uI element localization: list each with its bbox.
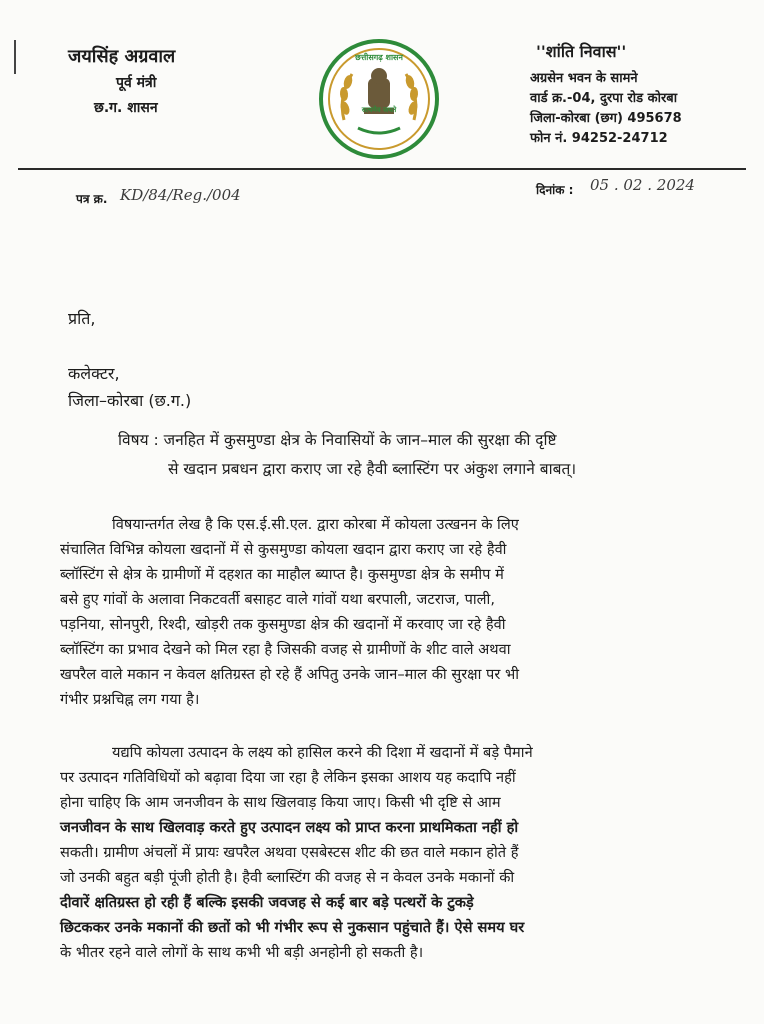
subject-line-2: से खदान प्रबधन द्वारा कराए जा रहे हैवी ब्लास्टिंग पर अंकुश लगाने बाबत्। bbox=[168, 460, 577, 478]
paragraph-1-line: संचालित विभिन्न कोयला खदानों में से कुसमुण्डा कोयला खदान द्वारा कराए जा रहे हैवी bbox=[60, 541, 507, 558]
residence-name: ''शांति निवास'' bbox=[536, 42, 627, 61]
letter-number-label: पत्र क्र. bbox=[76, 192, 108, 206]
header-divider bbox=[18, 168, 746, 170]
letter-number-value: KD/84/Reg./004 bbox=[120, 186, 241, 204]
paragraph-1 bbox=[60, 512, 710, 712]
paragraph-1-line: ब्लॉस्टिंग का प्रभाव देखने को मिल रहा है जिसकी वजह से ग्रामीणों के शीट वाले अथवा bbox=[60, 641, 511, 658]
paragraph-2-line: दीवारें क्षतिग्रस्त हो रही हैं बल्कि इसकी जवजह से कई बार बड़े पत्थरों के टुकड़े bbox=[60, 894, 474, 911]
address-line-3: जिला-कोरबा (छग) 495678 bbox=[530, 111, 682, 126]
paragraph-1-line: खपरैल वाले मकान न केवल क्षतिग्रस्त हो रहे हैं अपितु उनके जान–माल की सुरक्षा पर भी bbox=[60, 666, 519, 683]
sender-name: जयसिंह अग्रवाल bbox=[68, 46, 176, 67]
date-label: दिनांक : bbox=[536, 183, 574, 197]
emblem-top-text: छत्तीसगढ़ शासन bbox=[355, 53, 403, 62]
sender-government: छ.ग. शासन bbox=[94, 100, 158, 116]
paragraph-2-line: होना चाहिए कि आम जनजीवन के साथ खिलवाड़ किया जाए। किसी भी दृष्टि से आम bbox=[60, 794, 501, 811]
emblem-bottom-text: सत्यमेव जयते bbox=[361, 106, 397, 114]
address-line-1: अग्रसेन भवन के सामने bbox=[530, 71, 638, 86]
page-edge-mark bbox=[14, 40, 16, 74]
recipient-salutation: प्रति, bbox=[68, 309, 96, 328]
subject-line-1: विषय : जनहित में कुसमुण्डा क्षेत्र के निवासियों के जान–माल की सुरक्षा की दृष्टि bbox=[118, 431, 557, 449]
recipient-line-2: जिला–कोरबा (छ.ग.) bbox=[68, 391, 192, 410]
paragraph-1-line: विषयान्तर्गत लेख है कि एस.ई.सी.एल. द्वारा कोरबा में कोयला उत्खनन के लिए bbox=[112, 516, 519, 533]
paragraph-2-line: पर उत्पादन गतिविधियों को बढ़ावा दिया जा रहा है लेकिन इसका आशय यह कदापि नहीं bbox=[60, 769, 516, 786]
paragraph-1-line: ब्लॉस्टिंग से क्षेत्र के ग्रामीणों में दहशत का माहौल ब्याप्त है। कुसमुण्डा क्षेत्र के समीप में bbox=[60, 566, 504, 583]
paragraph-2 bbox=[60, 740, 710, 965]
sender-title: पूर्व मंत्री bbox=[116, 75, 157, 91]
paragraph-2-line: सकती। ग्रामीण अंचलों में प्रायः खपरैल अथवा एसबेस्टस शीट की छत वाले मकान होते हैं bbox=[60, 844, 519, 861]
phone-number: फोन नं. 94252-24712 bbox=[530, 131, 668, 146]
paragraph-2-line: के भीतर रहने वाले लोगों के साथ कभी भी बड़ी अनहोनी हो सकती है। bbox=[60, 944, 424, 961]
paragraph-1-line: पड़निया, सोनपुरी, रिश्दी, खोड़री तक कुसमुण्डा क्षेत्र की खदानों में करवाए जा रहे हैवी bbox=[60, 616, 506, 633]
paragraph-2-line: यद्यपि कोयला उत्पादन के लक्ष्य को हासिल करने की दिशा में खदानों में बड़े पैमाने bbox=[112, 744, 533, 761]
date-value: 05 . 02 . 2024 bbox=[590, 176, 695, 194]
paragraph-2-line: जो उनकी बहुत बड़ी पूंजी होती है। हैवी ब्लास्टिंग की वजह से न केवल उनके मकानों की bbox=[60, 869, 515, 886]
paragraph-1-line: बसे हुए गांवों के अलावा निकटवर्ती बसाहट वाले गांवों यथा बरपाली, जटराज, पाली, bbox=[60, 591, 495, 608]
address-line-2: वार्ड क्र.-04, दुरपा रोड कोरबा bbox=[530, 91, 678, 106]
paragraph-2-line: छिटककर उनके मकानों की छतों को भी गंभीर रूप से नुकसान पहुंचाते हैं। ऐसे समय घर bbox=[60, 919, 525, 936]
paragraph-1-line: गंभीर प्रश्नचिह्न लग गया है। bbox=[60, 691, 200, 708]
paragraph-2-line: जनजीवन के साथ खिलवाड़ करते हुए उत्पादन लक्ष्य को प्राप्त करना प्राथमिकता नहीं हो bbox=[60, 819, 519, 836]
recipient-line-1: कलेक्टर, bbox=[68, 364, 120, 383]
